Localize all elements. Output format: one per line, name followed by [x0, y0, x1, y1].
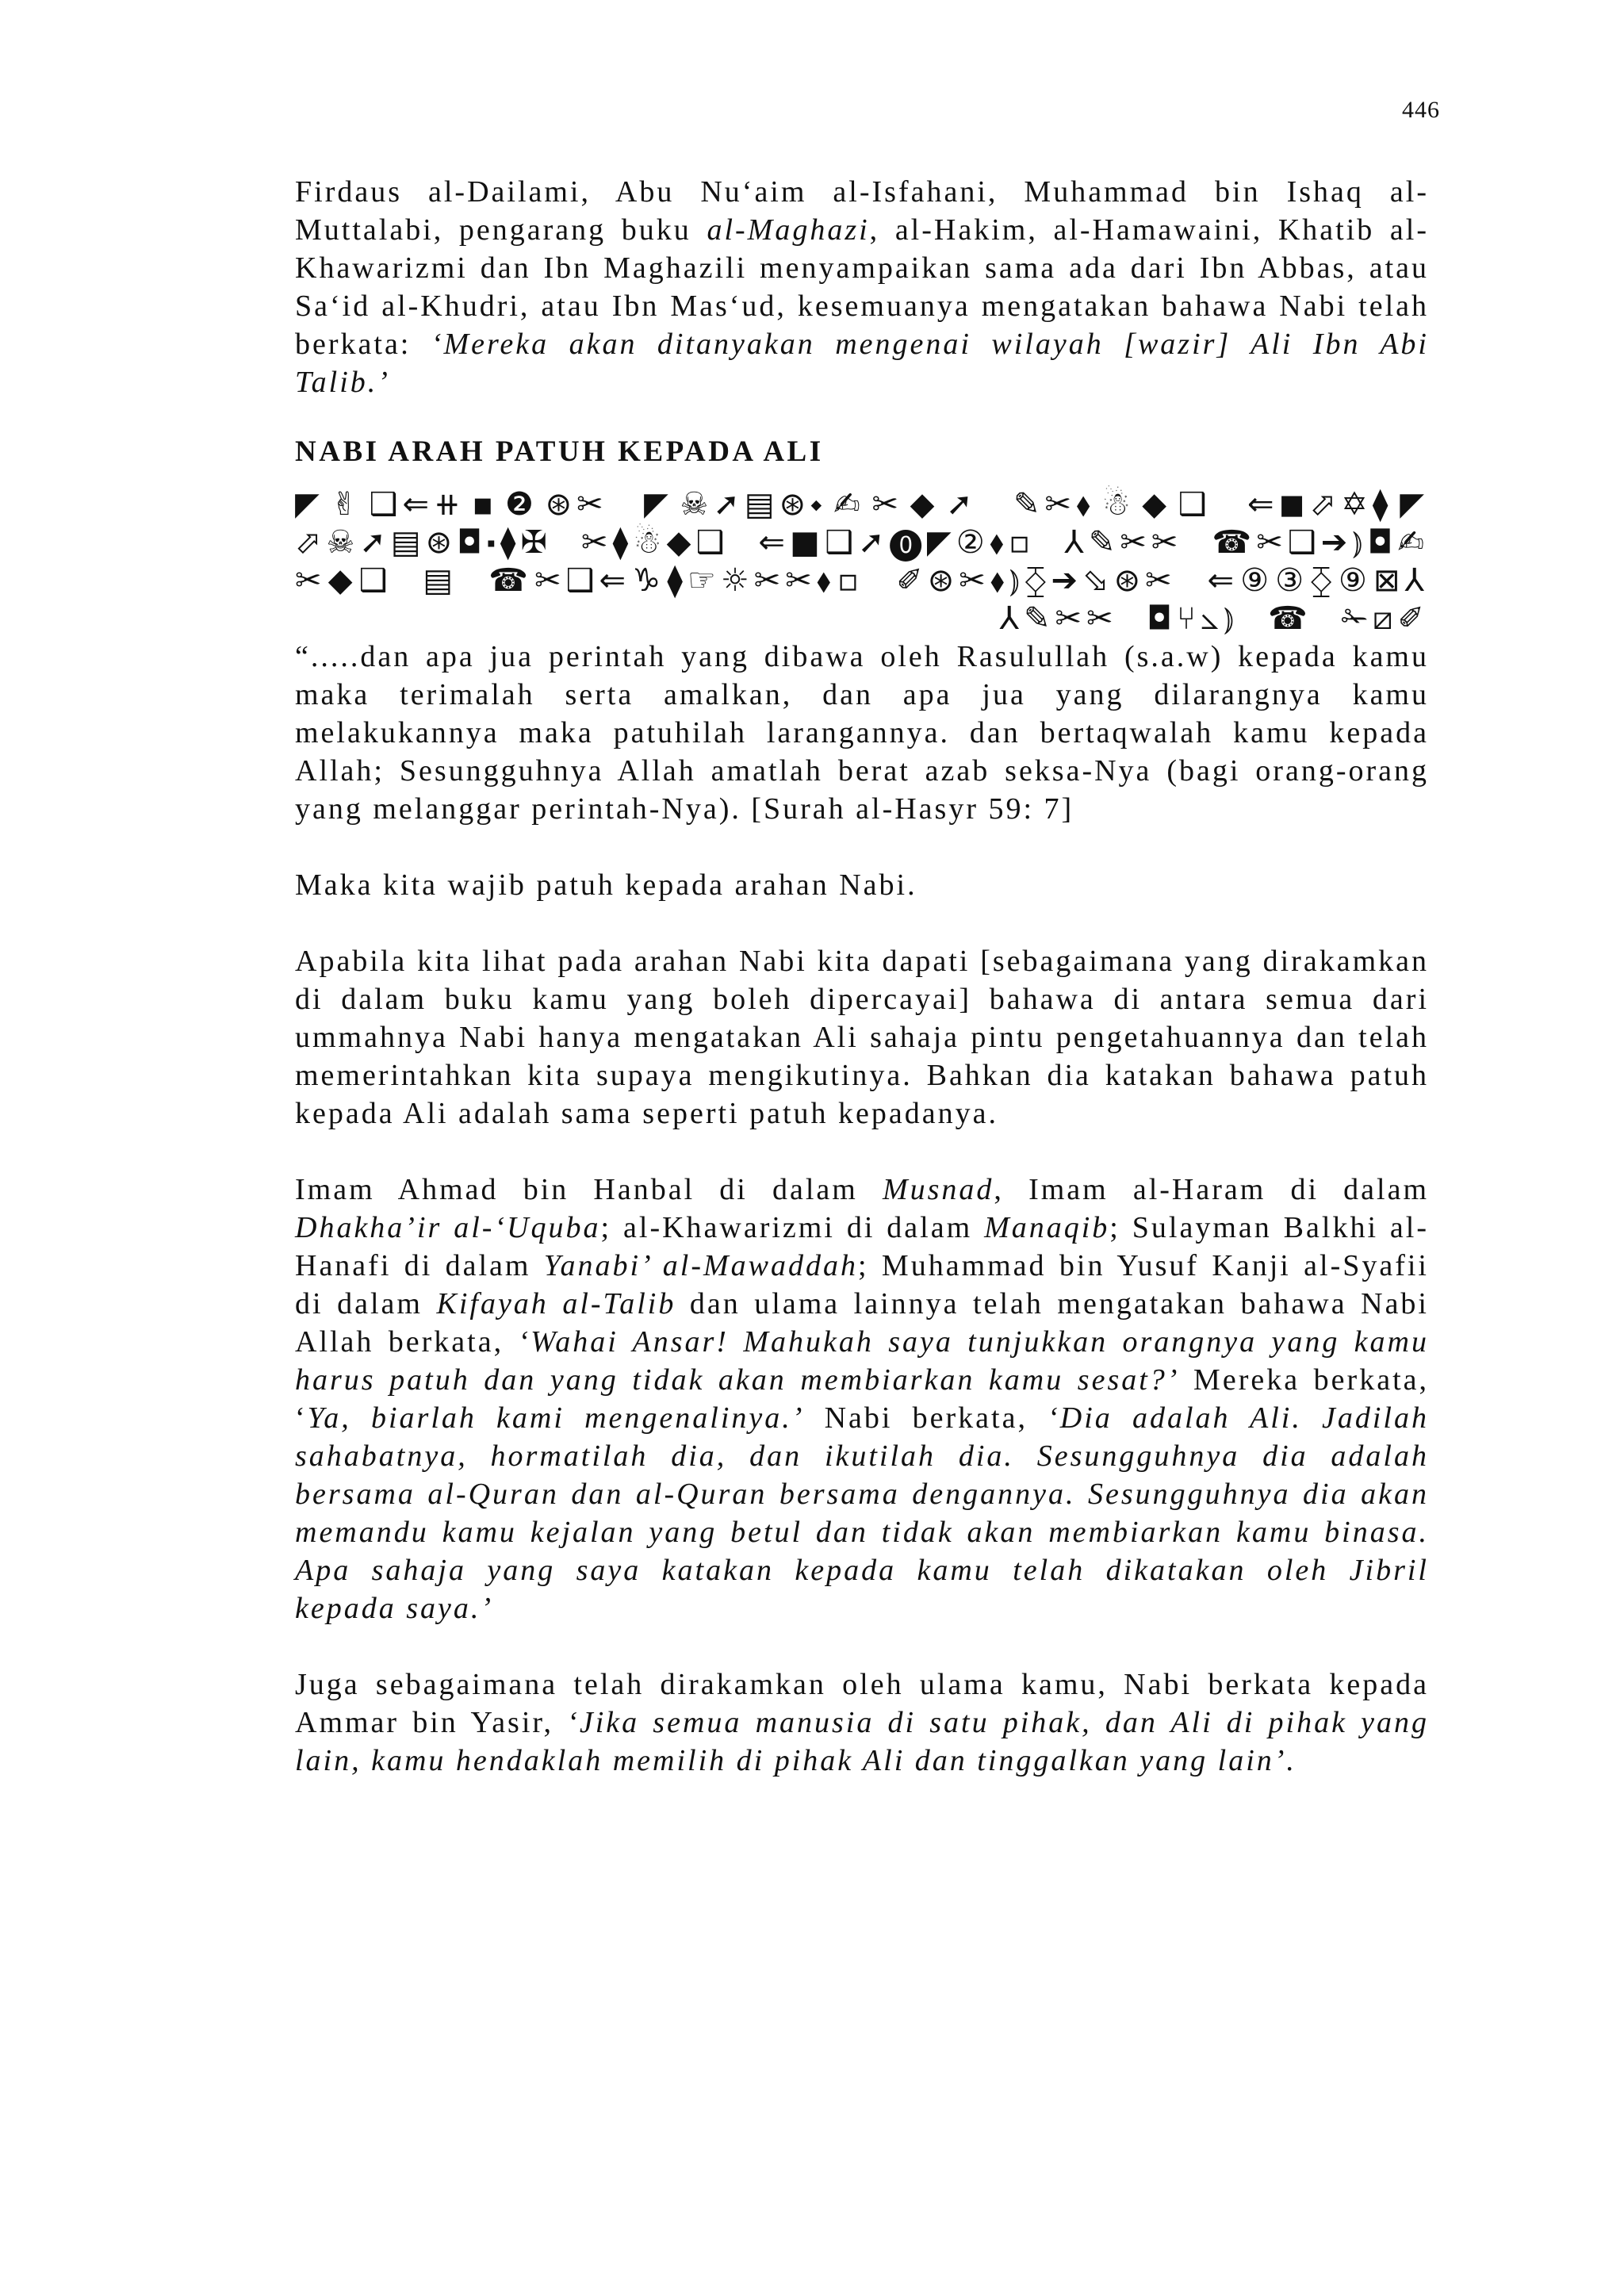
paragraph-text: ; Sulayman Balkhi al-Hanafi di dalam [295, 1211, 1429, 1282]
paragraph-text: Firdaus al-Dailami, Abu Nu‘aim al-Isfahani, Muhammad bin Ishaq al-Muttalabi, pengarang buku [295, 175, 1429, 247]
book-title: Yanabi’ al-Mawaddah [543, 1249, 859, 1282]
paragraph-text: Imam Ahmad bin Hanbal di dalam [295, 1173, 883, 1206]
paragraph-conclusion: Maka kita wajib patuh kepada arahan Nabi. [295, 868, 917, 902]
hadith-quote: ‘Jika semua manusia di satu pihak, dan Ali di pihak yang lain, kamu hendaklah memilih di pihak Ali dan tinggalkan yang lain’. [295, 1706, 1429, 1777]
hadith-quote: ‘Mereka akan ditanyakan mengenai wilayah [wazir] Ali Ibn Abi Talib.’ [295, 328, 1429, 399]
quran-verse-arabic: ◤✌❑⇐⧺▪❷⊛✂ ◤☠➚▤⊛⬩✍✂◆➚ ✎✂⬧☃◆❑ ⇐◼⬀✡⧫◤ ⬀☠➚▤⊛◘⬝⧫✠ ✂⧫☃◆❑ ⇐■❑➚⓿◤②⬧▫ ⅄✎✂✂ ☎✂❑➔⦆◘✍✂◆❑ ▤ ☎✂❑⇐♑⧫☞☼✂✂⬧▫ ✐⊛✂⬧⦆⧰➔⬂⊛✂ ⇐⑨③⧰⑨⊠⅄ ⅄✎✂✂ ◘⑂⦣⦆ ☎ ✁⧄✐ [295, 486, 1429, 637]
paragraph-text: ; al-Khawarizmi di dalam [600, 1211, 985, 1244]
book-title: Manaqib [984, 1211, 1110, 1244]
book-title: Kifayah al-Talib [436, 1287, 676, 1320]
paragraph-text: dan ulama lainnya telah mengatakan bahawa Nabi Allah berkata, [295, 1287, 1429, 1359]
paragraph-hadith-ansar [295, 1171, 1429, 1627]
book-title: Dhakha’ir al-‘Uquba [295, 1211, 601, 1244]
paragraph-sources [295, 173, 1429, 401]
section-heading: NABI ARAH PATUH KEPADA ALI [295, 435, 824, 468]
hadith-quote: ‘Wahai Ansar! Mahukah saya tunjukkan orangnya yang kamu harus patuh dan yang tidak akan membiarkan kamu sesat?’ [295, 1325, 1429, 1397]
book-title: al-Maghazi [707, 213, 870, 247]
book-title: Musnad [882, 1173, 994, 1206]
page-body [295, 173, 1429, 1780]
paragraph-text: , al-Hakim, al-Hamawaini, Khatib al-Khawarizmi dan Ibn Maghazili menyampaikan sama ada dari Ibn Abbas, atau Sa‘id al-Khudri, atau Ibn Mas‘ud, kesemuanya mengatakan bahawa Nabi telah berkata: [295, 213, 1429, 361]
hadith-quote: Ya, biarlah kami mengenalinya.’ [307, 1401, 805, 1435]
verse-translation: “.....dan apa jua perintah yang dibawa oleh Rasulullah (s.a.w) kepada kamu maka terimalah serta amalkan, dan apa jua yang dilarangnya kamu melakukannya maka patuhilah larangannya. dan bertaqwalah kamu kepada Allah; Sesungguhnya Allah amatlah berat azab seksa-Nya (bagi orang-orang yang melanggar perintah-Nya). [Surah al-Hasyr 59: 7] [295, 640, 1429, 826]
paragraph-text: Nabi berkata, [804, 1401, 1048, 1435]
hadith-quote: ‘Dia adalah Ali. Jadilah sahabatnya, hormatilah dia, dan ikutilah dia. Sesungguhnya dia adalah bersama al-Quran dan al-Quran bersama dengannya. Sesungguhnya dia akan memandu kamu kejalan yang betul dan tidak akan membiarkan kamu binasa. Apa sahaja yang saya katakan kepada kamu telah dikatakan oleh Jibril kepada saya.’ [295, 1401, 1429, 1625]
paragraph-hadith-ammar [295, 1665, 1429, 1780]
paragraph-text: Juga sebagaimana telah dirakamkan oleh ulama kamu, Nabi berkata kepada Ammar bin Yasir, [295, 1668, 1429, 1739]
paragraph-text: , Imam al-Haram di dalam [994, 1173, 1429, 1206]
paragraph-arahan: Apabila kita lihat pada arahan Nabi kita dapati [sebagaimana yang dirakamkan di dalam buku kamu yang boleh dipercayai] bahawa di antara semua dari ummahnya Nabi hanya mengatakan Ali sahaja pintu pengetahuannya dan telah memerintahkan kita supaya mengikutinya. Bahkan dia katakan bahawa patuh kepada Ali adalah sama seperti patuh kepadanya. [295, 945, 1429, 1130]
paragraph-text: ; Muhammad bin Yusuf Kanji al-Syafii di dalam [295, 1249, 1429, 1320]
paragraph-text: Mereka berkata, ‘ [295, 1363, 1429, 1435]
page-number: 446 [1402, 97, 1440, 123]
